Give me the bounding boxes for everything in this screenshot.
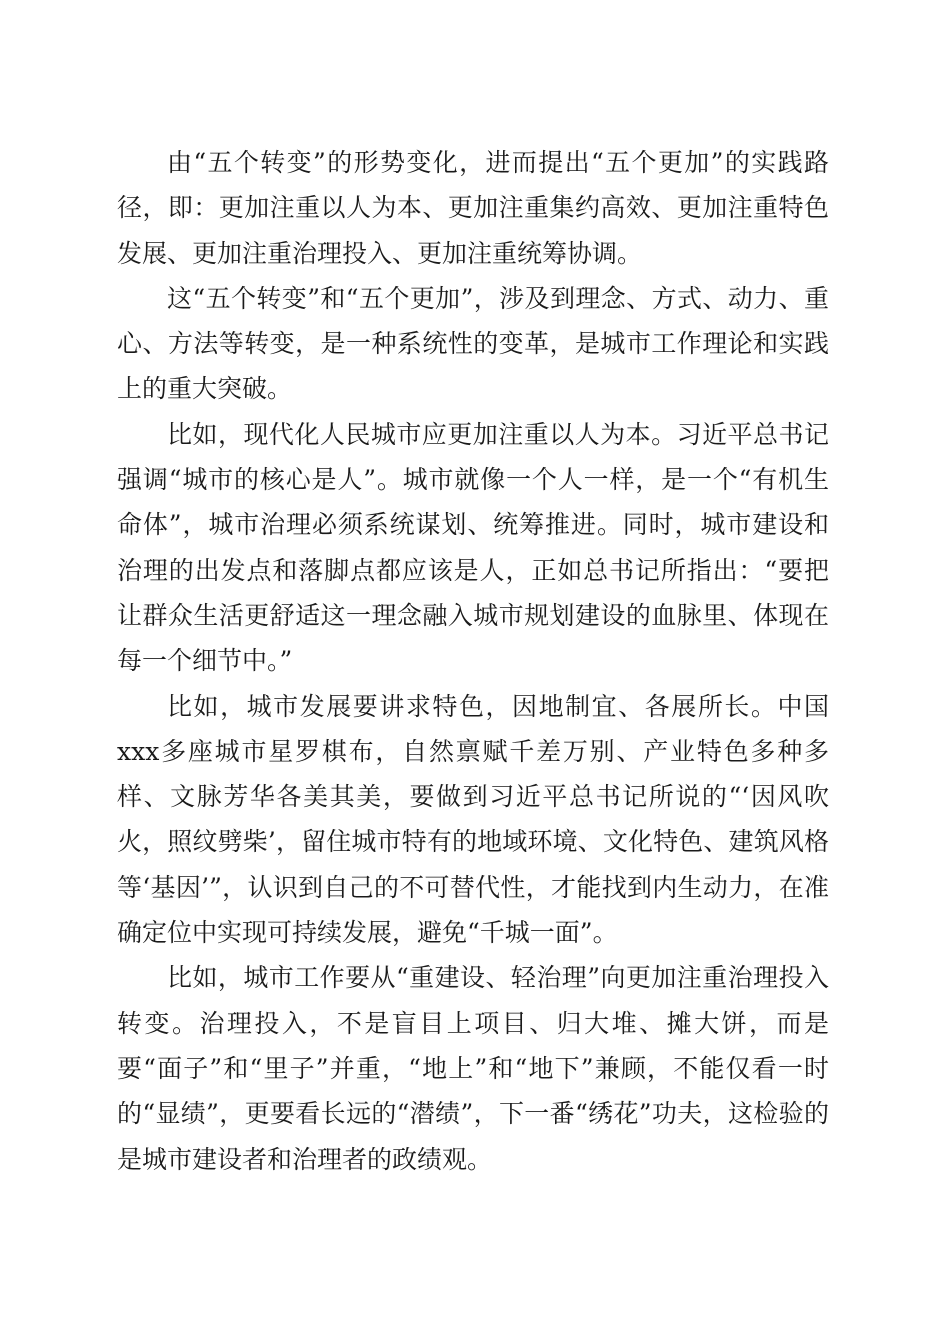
paragraph-people-oriented: 比如，现代化人民城市应更加注重以人为本。习近平总书记强调“城市的核心是人”。城市就像一个人一样，是一个“有机生命体”，城市治理必须系统谋划、统筹推进。同时，城市建设和治理的出发点和落脚点都应该是人，正如总书记所指出：“要把让群众生活更舒适这一理念融入城市规划建设的血脉里、体现在每一个细节中。”	[117, 419, 829, 676]
paragraph-governance-input: 比如，城市工作要从“重建设、轻治理”向更加注重治理投入转变。治理投入，不是盲目上项目、归大堆、摊大饼，而是要“面子”和“里子”并重，“地上”和“地下”兼顾，不能仅看一时的“显绩”，更要看长远的“潜绩”，下一番“绣花”功夫，这检验的是城市建设者和治理者的政绩观。	[117, 963, 829, 1174]
document-body	[117, 140, 829, 1182]
paragraph-systematic-change: 这“五个转变”和“五个更加”，涉及到理念、方式、动力、重心、方法等转变，是一种系统性的变革，是城市工作理论和实践上的重大突破。	[117, 283, 829, 404]
paragraph-city-features: 比如，城市发展要讲求特色，因地制宜、各展所长。中国xxx多座城市星罗棋布，自然禀赋千差万别、产业特色多种多样、文脉芳华各美其美，要做到习近平总书记所说的“‘因风吹火，照纹劈柴’，留住城市特有的地域环境、文化特色、建筑风格等‘基因’”，认识到自己的不可替代性，才能找到内生动力，在准确定位中实现可持续发展，避免“千城一面”。	[117, 691, 829, 948]
paragraph-five-more: 由“五个转变”的形势变化，进而提出“五个更加”的实践路径，即：更加注重以人为本、更加注重集约高效、更加注重特色发展、更加注重治理投入、更加注重统筹协调。	[117, 148, 829, 268]
